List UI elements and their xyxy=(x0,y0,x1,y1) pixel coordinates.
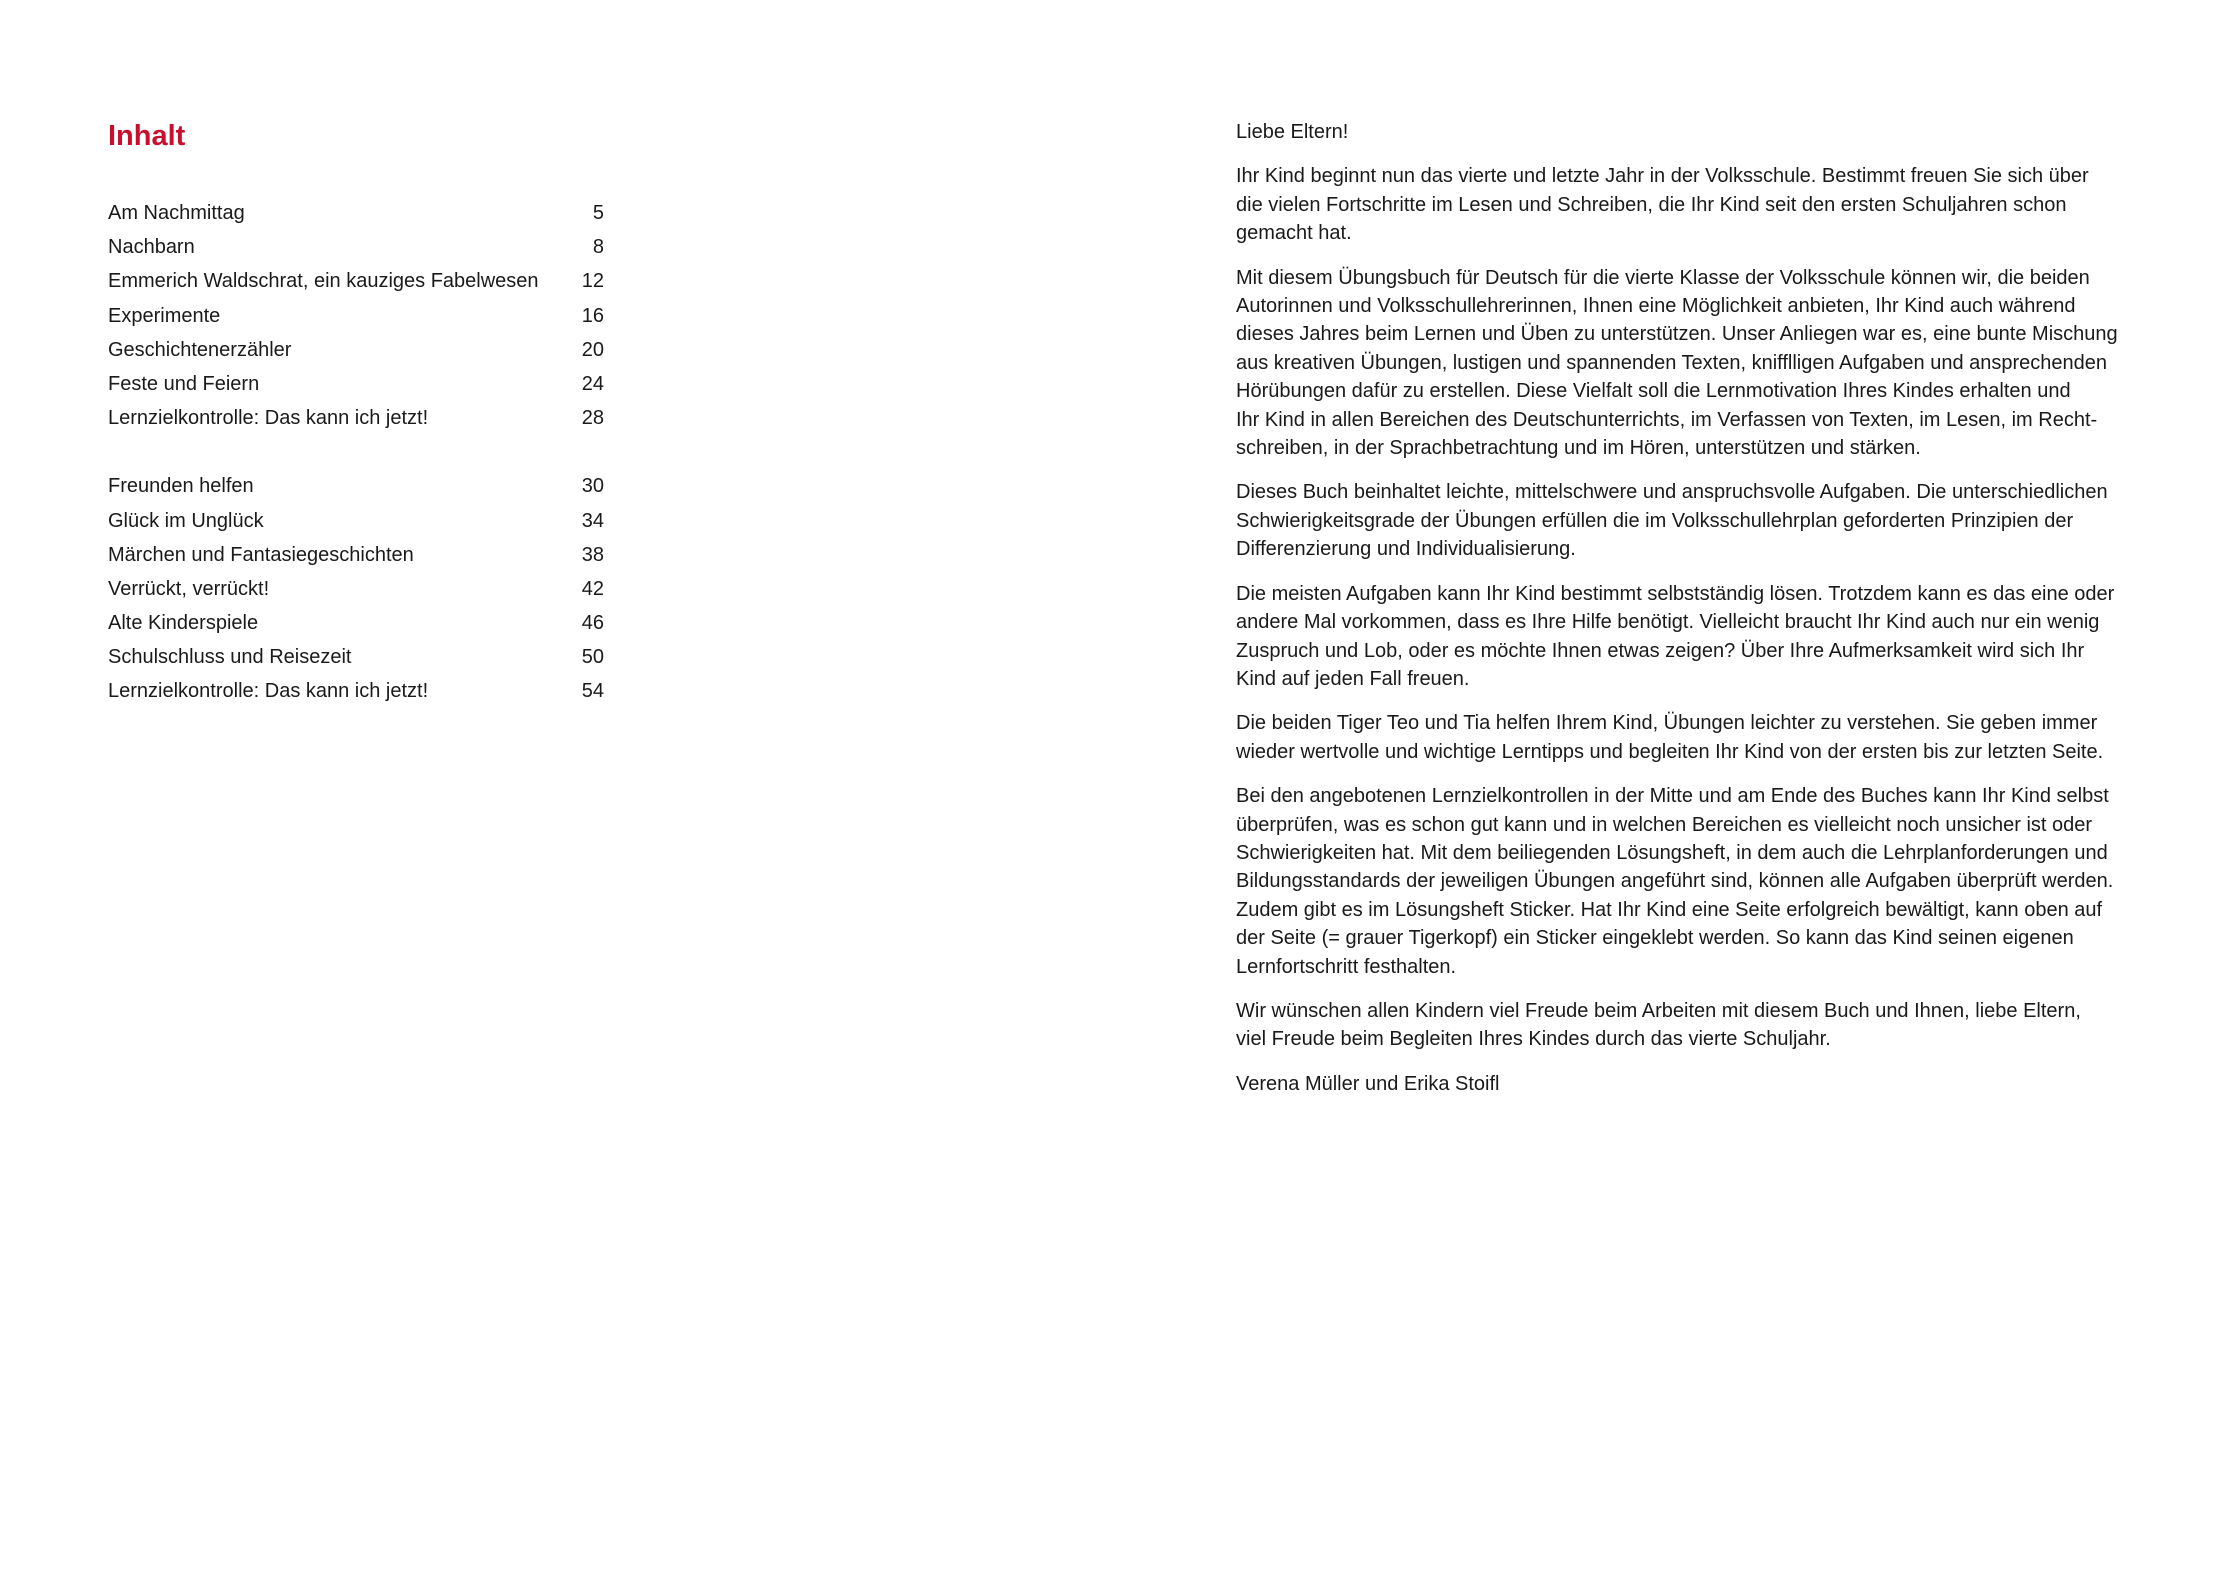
letter-line: viel Freude beim Begleiten Ihres Kindes durch das vierte Schuljahr. xyxy=(1236,1028,1831,1051)
toc-entry-title: Nachbarn xyxy=(108,236,195,259)
letter-line: schreiben, in der Sprachbetrachtung und im Hören, unterstützen und stärken. xyxy=(1236,437,1921,460)
toc-entry-page: 46 xyxy=(581,612,604,635)
letter-line: die vielen Fortschritte im Lesen und Schreiben, die Ihr Kind seit den ersten Schuljahren schon xyxy=(1236,193,2067,216)
toc-entry-title: Verrückt, verrückt! xyxy=(108,577,270,600)
toc-entry-page: 20 xyxy=(581,338,604,361)
toc-group xyxy=(108,196,604,435)
toc-group xyxy=(108,469,604,708)
letter-paragraph xyxy=(1236,264,2136,463)
toc-entry-page: 42 xyxy=(581,577,604,600)
letter-line: Die meisten Aufgaben kann Ihr Kind bestimmt selbstständig lösen. Trotzdem kann es das eine oder xyxy=(1236,582,2115,605)
letter-line: aus kreativen Übungen, lustigen und spannenden Texten, knifflligen Aufgaben und ansprechenden xyxy=(1236,351,2108,374)
letter-body xyxy=(1236,162,2136,1053)
toc-entry-page: 54 xyxy=(581,680,604,703)
toc-entry-page: 34 xyxy=(581,509,604,532)
toc-entry xyxy=(108,401,604,435)
letter-paragraph xyxy=(1236,997,2136,1054)
letter-line: Lernfortschritt festhalten. xyxy=(1236,955,1457,978)
toc-entry xyxy=(108,674,604,708)
toc-entry-title: Schulschluss und Reisezeit xyxy=(108,646,352,669)
letter-paragraph xyxy=(1236,782,2136,981)
toc-entry xyxy=(108,469,604,503)
letter-line: Die beiden Tiger Teo und Tia helfen Ihrem Kind, Übungen leichter zu verstehen. Sie geben immer xyxy=(1236,712,2098,735)
letter-greeting: Liebe Eltern! xyxy=(1236,121,1349,143)
right-page xyxy=(1115,0,2230,1572)
parents-letter xyxy=(1236,118,2136,1114)
letter-line: Bildungsstandards der jeweiligen Übungen angeführt sind, können alle Aufgaben überprüft werden. xyxy=(1236,870,2114,893)
toc-entry-title: Experimente xyxy=(108,304,221,327)
letter-paragraph xyxy=(1236,162,2136,247)
toc-entry-page: 12 xyxy=(581,270,604,293)
toc-entry-page: 8 xyxy=(592,236,604,259)
letter-line: überprüfen, was es schon gut kann und in welchen Bereichen es vielleicht noch unsicher ist oder xyxy=(1236,813,2093,836)
letter-line: Differenzierung und Individualisierung. xyxy=(1236,538,1576,561)
toc-entry-title: Am Nachmittag xyxy=(108,202,245,224)
letter-line: Dieses Buch beinhaltet leichte, mittelschwere und anspruchsvolle Aufgaben. Die unterschiedlichen xyxy=(1236,481,2108,504)
toc-entry-page: 50 xyxy=(581,646,604,669)
letter-line: Schwierigkeitsgrade der Übungen erfüllen die im Volksschullehrplan geforderten Prinzipien der xyxy=(1236,509,2074,532)
toc-entry-title: Glück im Unglück xyxy=(108,509,264,532)
letter-line: Zudem gibt es im Lösungsheft Sticker. Hat Ihr Kind eine Seite erfolgreich bewältigt, kann oben auf xyxy=(1236,898,2103,921)
letter-line: Zuspruch und Lob, oder es möchte Ihnen etwas zeigen? Über Ihre Aufmerksamkeit wird sich Ihr xyxy=(1236,639,2085,662)
toc-entry xyxy=(108,264,604,298)
letter-line: Mit diesem Übungsbuch für Deutsch für die vierte Klasse der Volksschule können wir, die beiden xyxy=(1236,266,2090,289)
toc-entry xyxy=(108,333,604,367)
toc-entry-title: Lernzielkontrolle: Das kann ich jetzt! xyxy=(108,680,429,703)
toc-title: Inhalt xyxy=(108,120,186,152)
toc-entry-title: Alte Kinderspiele xyxy=(108,612,259,635)
toc-entry xyxy=(108,299,604,333)
letter-line: Ihr Kind in allen Bereichen des Deutschunterrichts, im Verfassen von Texten, im Lesen, im Recht- xyxy=(1236,408,2098,431)
toc-entry xyxy=(108,606,604,640)
toc-entry xyxy=(108,367,604,401)
letter-paragraph xyxy=(1236,580,2136,694)
table-of-contents xyxy=(108,196,604,709)
toc-entry-page: 24 xyxy=(581,372,604,395)
toc-entry xyxy=(108,196,604,230)
toc-entry-title: Feste und Feiern xyxy=(108,372,260,395)
letter-line: Ihr Kind beginnt nun das vierte und letzte Jahr in der Volksschule. Bestimmt freuen Sie sich über xyxy=(1236,165,2089,188)
letter-line: wieder wertvolle und wichtige Lerntipps und begleiten Ihr Kind von der ersten bis zur letzten Seite. xyxy=(1236,740,2104,763)
letter-line: Autorinnen und Volksschullehrerinnen, Ihnen eine Möglichkeit anbieten, Ihr Kind auch während xyxy=(1236,295,2076,318)
letter-line: Kind auf jeden Fall freuen. xyxy=(1236,667,1470,690)
letter-paragraph xyxy=(1236,478,2136,563)
toc-entry xyxy=(108,230,604,264)
toc-entry xyxy=(108,504,604,538)
letter-line: Wir wünschen allen Kindern viel Freude beim Arbeiten mit diesem Buch und Ihnen, liebe Eltern, xyxy=(1236,999,2081,1022)
letter-line: Bei den angebotenen Lernzielkontrollen in der Mitte und am Ende des Buches kann Ihr Kind selbst xyxy=(1236,785,2109,808)
letter-line: gemacht hat. xyxy=(1236,222,1352,245)
toc-entry-title: Märchen und Fantasiegeschichten xyxy=(108,543,414,566)
toc-entry-page: 38 xyxy=(581,543,604,566)
letter-line: der Seite (= grauer Tigerkopf) ein Sticker eingeklebt werden. So kann das Kind seinen eigenen xyxy=(1236,927,2074,950)
toc-entry-page: 16 xyxy=(581,304,604,327)
letter-line: andere Mal vorkommen, dass es Ihre Hilfe benötigt. Vielleicht braucht Ihr Kind auch nur ein wenig xyxy=(1236,611,2100,634)
toc-entry-page: 5 xyxy=(592,202,604,224)
toc-entry-title: Emmerich Waldschrat, ein kauziges Fabelwesen xyxy=(108,270,539,293)
toc-entry xyxy=(108,572,604,606)
toc-entry-title: Freunden helfen xyxy=(108,475,254,498)
letter-line: Hörübungen dafür zu erstellen. Diese Vielfalt soll die Lernmotivation Ihres Kindes erhalten und xyxy=(1236,380,2071,403)
letter-signature: Verena Müller und Erika Stoifl xyxy=(1236,1072,1500,1095)
toc-entry-title: Geschichtenerzähler xyxy=(108,338,292,361)
letter-paragraph xyxy=(1236,709,2136,766)
toc-entry-page: 30 xyxy=(581,475,604,498)
toc-entry xyxy=(108,640,604,674)
toc-entry-title: Lernzielkontrolle: Das kann ich jetzt! xyxy=(108,407,429,430)
toc-entry-page: 28 xyxy=(581,407,604,430)
letter-line: Schwierigkeiten hat. Mit dem beiliegenden Lösungsheft, in dem auch die Lehrplanforderungen und xyxy=(1236,841,2108,864)
letter-line: dieses Jahres beim Lernen und Üben zu unterstützen. Unser Anliegen war es, eine bunte Mischung xyxy=(1236,323,2118,346)
toc-entry xyxy=(108,538,604,572)
